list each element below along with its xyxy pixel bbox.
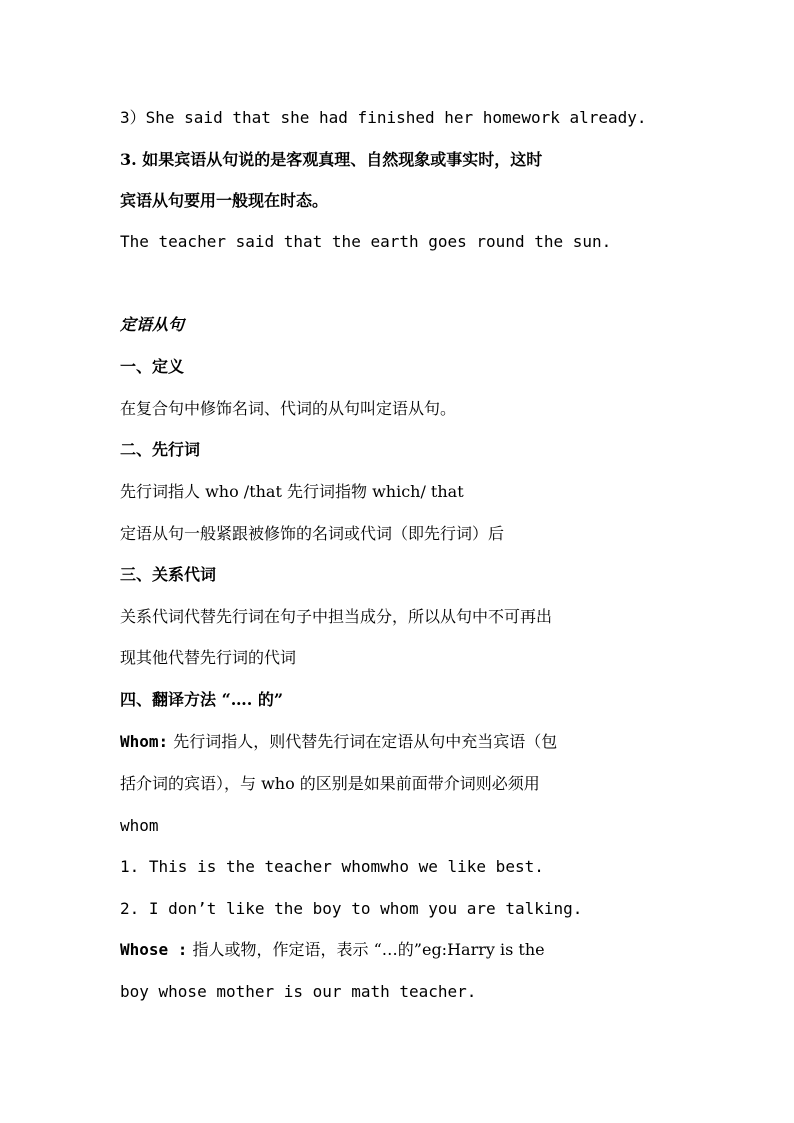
whose-paragraph [120,938,545,962]
whom-example-1: 1. This is the teacher whomwho we like best. [120,857,544,876]
rule-3-heading-cont: 宾语从句要用一般现在时态。 [120,191,329,210]
antecedent-position-text: 定语从句一般紧跟被修饰的名词或代词（即先行词）后 [120,524,505,543]
whose-example: boy whose mother is our math teacher. [120,982,477,1001]
rule-3-heading: 3. 如果宾语从句说的是客观真理、自然现象或事实时，这时 [120,150,543,169]
example-sentence-3: 3）She said that she had finished her homework already. [120,108,647,127]
heading-antecedent: 二、先行词 [120,440,201,459]
section-title-attributive-clause: 定语从句 [120,315,185,334]
definition-text: 在复合句中修饰名词、代词的从句叫定语从句。 [120,399,457,418]
whose-text: 指人或物，作定语，表示 “…的”eg:Harry is the [187,940,545,959]
whom-label: Whom: [120,732,169,751]
antecedent-text: 先行词指人 who /that 先行词指物 which/ that [120,482,464,501]
whom-text: 先行词指人，则代替先行词在定语从句中充当宾语（包 [168,732,558,751]
heading-relative-pronoun: 三、关系代词 [120,565,217,584]
whose-label: Whose : [120,940,188,959]
heading-definition: 一、定义 [120,357,185,376]
relative-pronoun-text-cont: 现其他代替先行词的代词 [120,648,297,667]
relative-pronoun-text: 关系代词代替先行词在句子中担当成分，所以从句中不可再出 [120,607,553,626]
example-sentence-earth: The teacher said that the earth goes round the sun. [120,232,612,251]
whom-paragraph [120,730,557,754]
heading-translation-method: 四、翻译方法 “…. 的” [120,690,284,709]
whom-example-2: 2. I don’t like the boy to whom you are talking. [120,899,583,918]
whom-paragraph-end: whom [120,816,159,835]
whom-paragraph-cont: 括介词的宾语），与 who 的区别是如果前面带介词则必须用 [120,774,540,793]
